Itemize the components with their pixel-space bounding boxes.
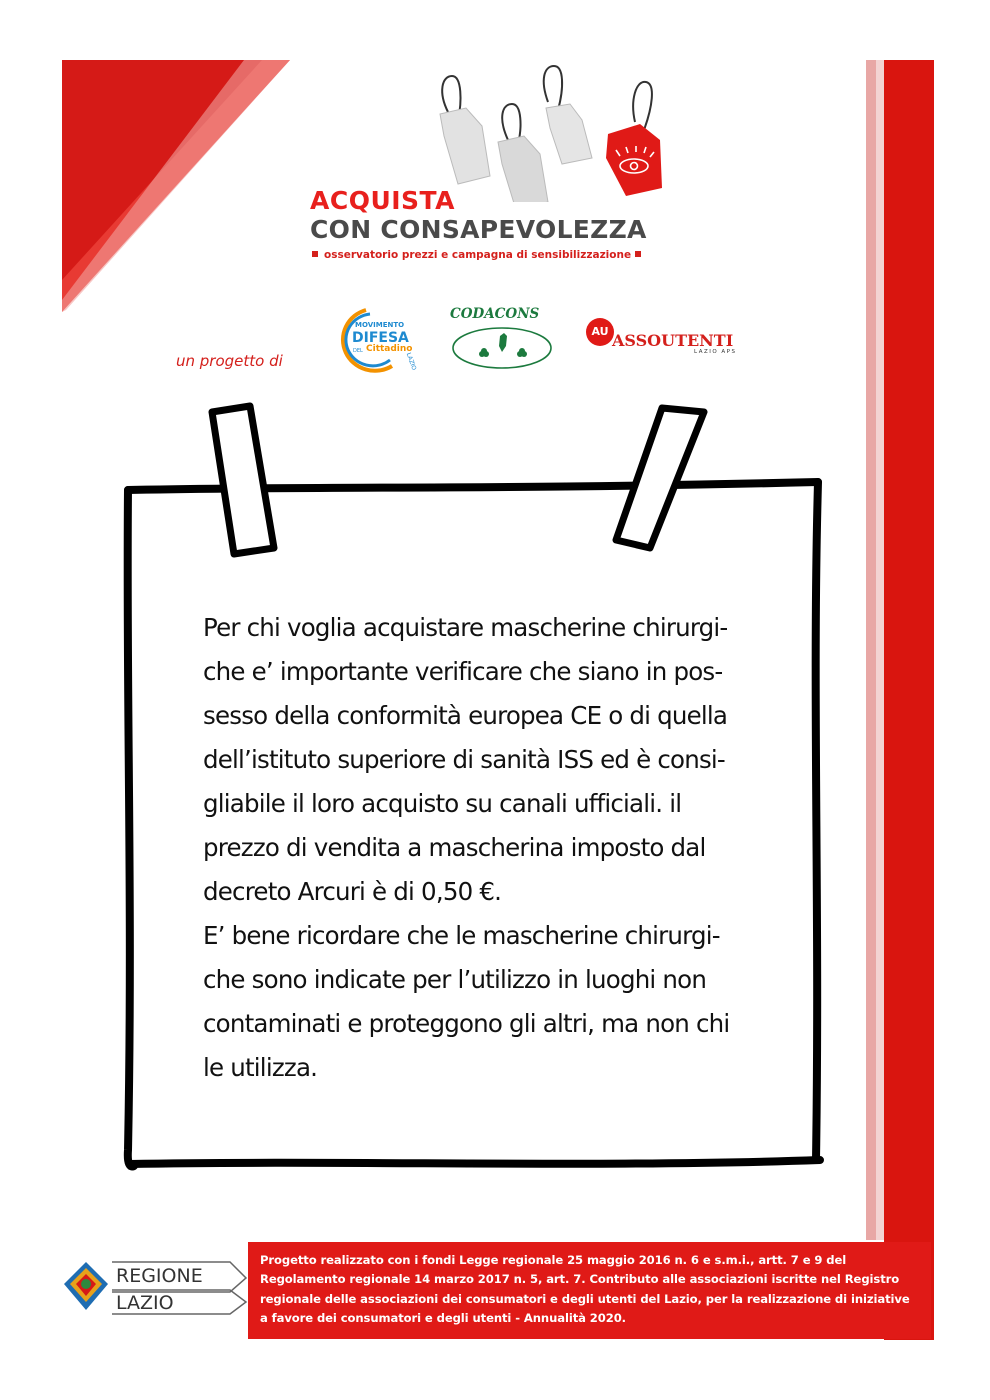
note-line: E’ bene ricordare che le mascherine chirurgi- bbox=[203, 921, 720, 950]
note-line: le utilizza. bbox=[203, 1053, 318, 1082]
assoutenti-logo-mark: AU bbox=[586, 318, 614, 346]
funding-line: a favore dei consumatori e degli utenti - Annualità 2020. bbox=[260, 1310, 626, 1325]
campaign-title-line1: ACQUISTA bbox=[310, 186, 456, 215]
project-intro-label: un progetto di bbox=[176, 352, 283, 370]
mdc-logo-line4: Cittadino bbox=[366, 344, 413, 354]
funding-line: Regolamento regionale 14 marzo 2017 n. 5, art. 7. Contributo alle associazioni iscritte nel Registro bbox=[260, 1272, 900, 1287]
mdc-logo-region: LAZIO bbox=[404, 351, 418, 372]
note-body-text bbox=[203, 606, 793, 1090]
note-line: dell’istituto superiore di sanità ISS ed è consi- bbox=[203, 745, 725, 774]
note-line: che sono indicate per l’utilizzo in luoghi non bbox=[203, 965, 707, 994]
funding-line: regionale delle associazioni dei consumatori e degli utenti del Lazio, per la realizzazione di iniziative bbox=[260, 1291, 910, 1306]
regione-label-line2: LAZIO bbox=[116, 1292, 174, 1314]
mdc-logo-line1: MOVIMENTO bbox=[355, 321, 405, 329]
note-line: Per chi voglia acquistare mascherine chirurgi- bbox=[203, 613, 728, 642]
codacons-logo-text: CODACONS bbox=[450, 306, 540, 322]
mdc-logo-line2: DIFESA bbox=[352, 330, 409, 346]
campaign-title-line2: CON CONSAPEVOLEZZA bbox=[310, 215, 647, 244]
note-line: gliabile il loro acquisto su canali ufficiali. il bbox=[203, 789, 682, 818]
funding-line: Progetto realizzato con i fondi Legge regionale 25 maggio 2016 n. 6 e s.m.i., artt. 7 e 9 del bbox=[260, 1253, 847, 1267]
assoutenti-logo-name: ASSOUTENTI bbox=[612, 331, 734, 350]
funding-notice bbox=[248, 1242, 931, 1339]
campaign-subtitle-text: osservatorio prezzi e campagna di sensibilizzazione bbox=[324, 249, 632, 261]
regione-label-line1: REGIONE bbox=[116, 1265, 203, 1287]
note-line: sesso della conformità europea CE o di quella bbox=[203, 701, 728, 730]
note-line: decreto Arcuri è di 0,50 €. bbox=[203, 877, 502, 906]
assoutenti-logo-sub: LAZIO APS bbox=[694, 349, 737, 355]
note-line: prezzo di vendita a mascherina imposto dal bbox=[203, 833, 706, 862]
mdc-logo-line3: DEL bbox=[353, 348, 363, 354]
note-line: che e’ importante verificare che siano in pos- bbox=[203, 657, 723, 686]
note-line: contaminati e proteggono gli altri, ma non chi bbox=[203, 1009, 730, 1038]
